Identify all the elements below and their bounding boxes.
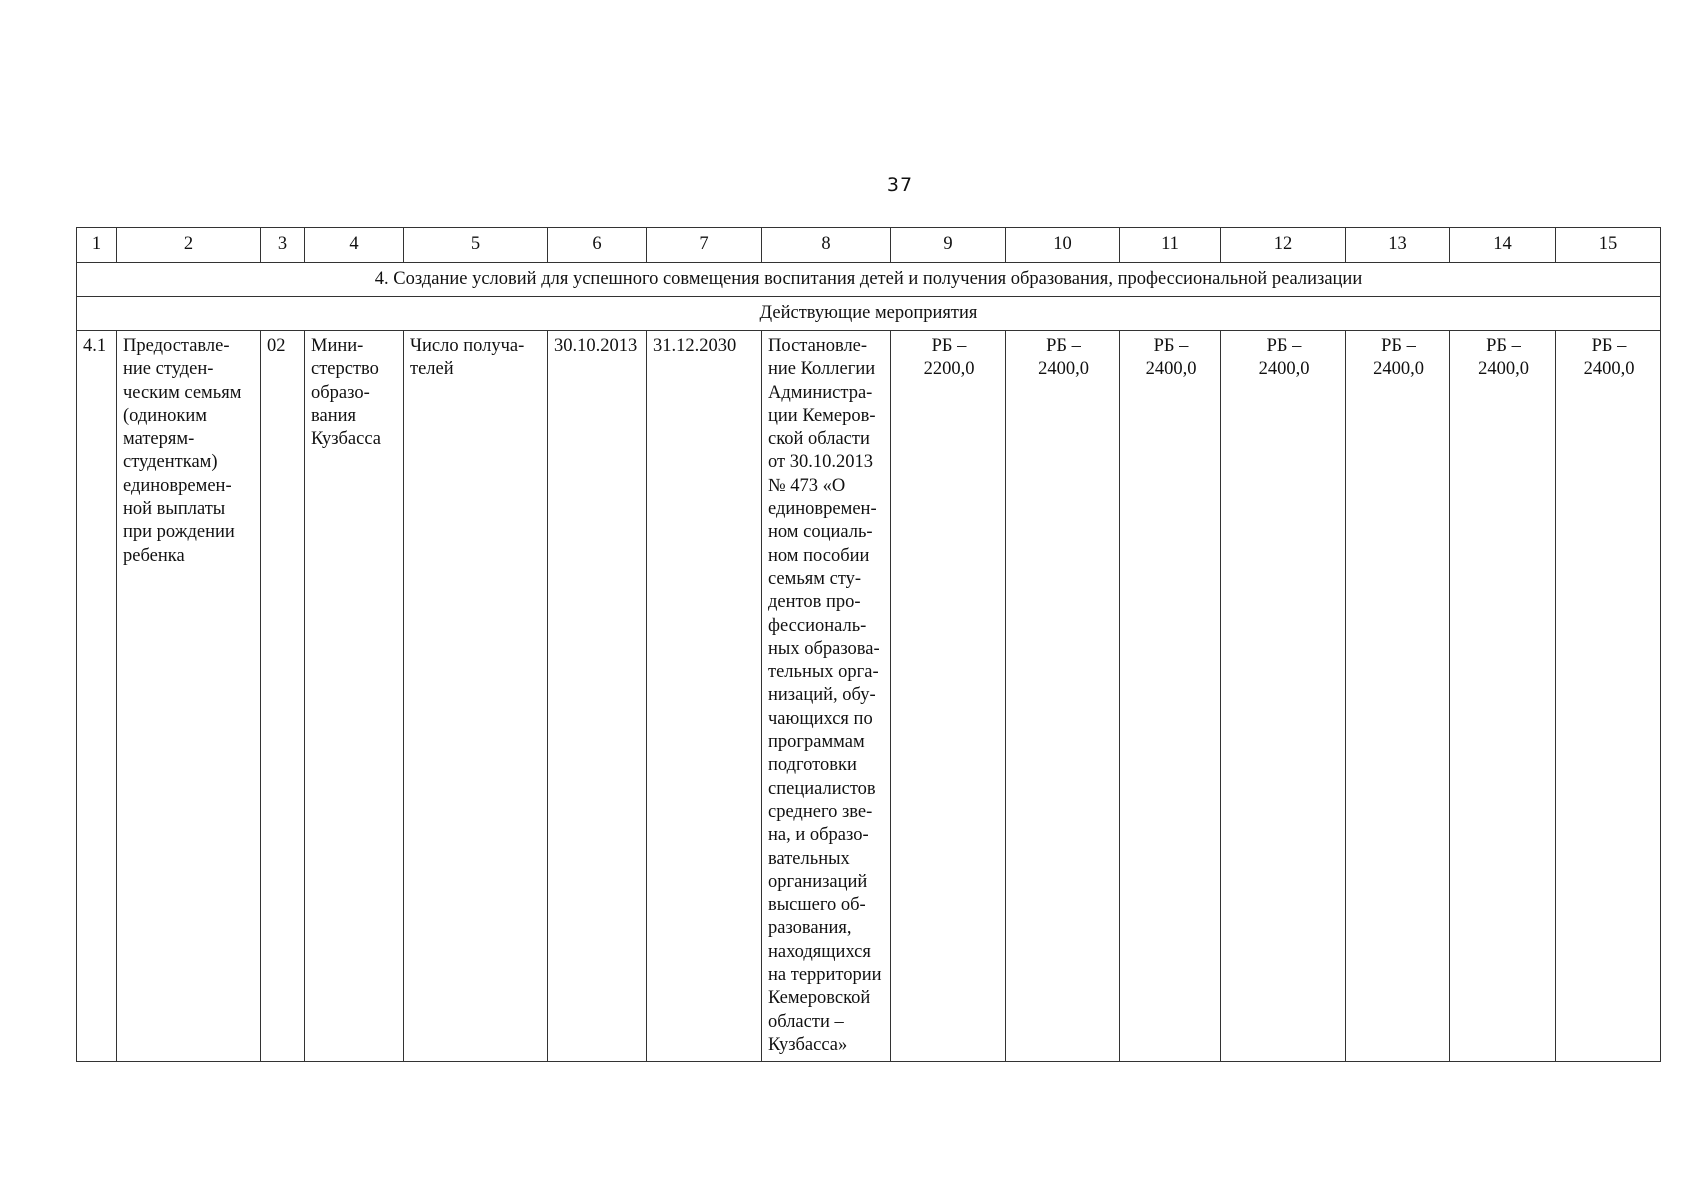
row-number-cell [77, 331, 117, 1062]
column-number-row [77, 228, 1661, 263]
column-number: 7 [647, 228, 762, 263]
start-date-cell [548, 331, 647, 1062]
code: 02 [267, 336, 286, 356]
section-title: 4. Создание условий для успешного совмещения воспитания детей и получения образования, профессиональной реализации [77, 263, 1661, 297]
column-number: 8 [762, 228, 891, 263]
code-cell [261, 331, 305, 1062]
indicator-cell [404, 331, 548, 1062]
funding-value: РБ – 2400,0 [1258, 336, 1310, 380]
column-number: 15 [1556, 228, 1661, 263]
end-date: 31.12.2030 [653, 336, 737, 356]
column-number: 6 [548, 228, 647, 263]
end-date-cell [647, 331, 762, 1062]
executor-cell [305, 331, 404, 1062]
executor: Мини- стерство образо- вания Кузбасса [311, 336, 381, 450]
funding-value: РБ – 2400,0 [1038, 336, 1089, 380]
section-row [77, 263, 1661, 297]
funding-cell [891, 331, 1006, 1062]
column-number: 13 [1346, 228, 1450, 263]
column-number: 2 [117, 228, 261, 263]
legal-basis: Постановле- ние Коллегии Администра- ции Кемеров- ской области от 30.10.2013 № 473 «О единовремен- ном социаль- ном пособии семьям сту- дентов про- фессиональ- ных образова- тельных орга- низаций, обу- чающихся по программам подготовки специалистов среднего зве- на, и образо- вательных организаций высшего об- разования, находящихся на территории Кемеровской области – Кузбасса» [768, 336, 882, 1055]
funding-cell [1221, 331, 1346, 1062]
funding-cell [1120, 331, 1221, 1062]
row-number: 4.1 [83, 336, 107, 356]
funding-value: РБ – 2400,0 [1145, 336, 1197, 380]
funding-value: РБ – 2400,0 [1583, 336, 1635, 380]
column-number: 12 [1221, 228, 1346, 263]
subsection-row [77, 297, 1661, 331]
measure-name-cell [117, 331, 261, 1062]
funding-value: РБ – 2200,0 [923, 336, 975, 380]
column-number: 3 [261, 228, 305, 263]
column-number: 4 [305, 228, 404, 263]
funding-cell [1556, 331, 1661, 1062]
column-number: 14 [1450, 228, 1556, 263]
measures-table [76, 227, 1661, 1062]
legal-basis-cell [762, 331, 891, 1062]
column-number: 1 [77, 228, 117, 263]
column-number: 11 [1120, 228, 1221, 263]
funding-value: РБ – 2400,0 [1373, 336, 1424, 380]
funding-value: РБ – 2400,0 [1478, 336, 1529, 380]
indicator: Число получа- телей [410, 336, 525, 380]
funding-cell [1450, 331, 1556, 1062]
column-number: 9 [891, 228, 1006, 263]
funding-cell [1006, 331, 1120, 1062]
page-number: 37 [886, 174, 914, 196]
funding-cell [1346, 331, 1450, 1062]
measure-name: Предоставле- ние студен- ческим семьям (одиноким матерям- студенткам) единовремен- ной выплаты при рождении ребенка [123, 336, 242, 566]
subsection-title: Действующие мероприятия [77, 297, 1661, 331]
column-number: 5 [404, 228, 548, 263]
start-date: 30.10.2013 [554, 336, 638, 356]
table-row [77, 331, 1661, 1062]
column-number: 10 [1006, 228, 1120, 263]
